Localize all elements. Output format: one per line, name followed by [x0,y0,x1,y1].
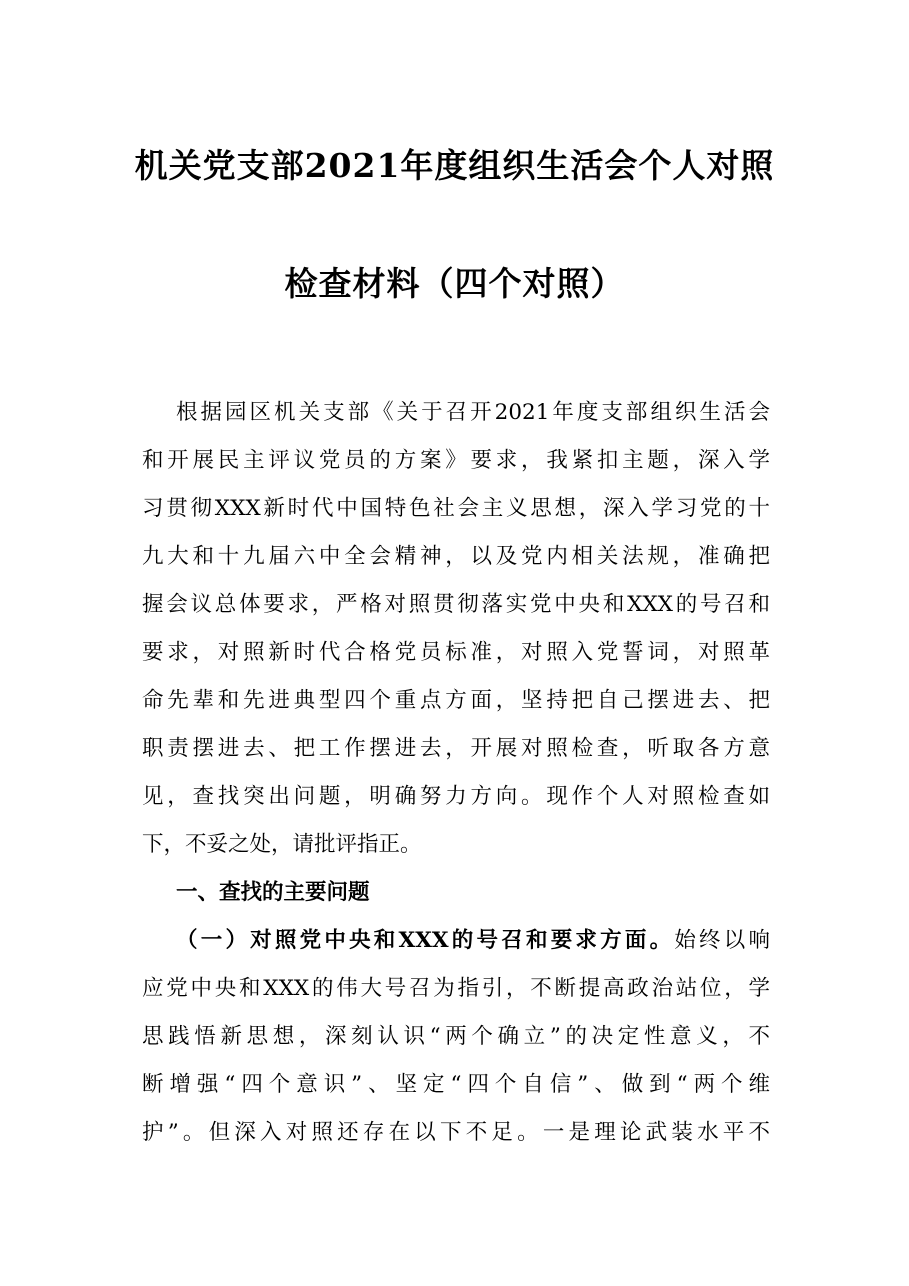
intro-line-6: 要求，对照新时代合格党员标准，对照入党誓词，对照革 [142,640,770,665]
subsection-heading: （一）对照党中央和XXX的号召和要求方面。 [176,928,675,953]
intro-line-1: 根据园区机关支部《关于召开2021年度支部组织生活会 [176,400,770,425]
intro-line-9: 见，查找突出问题，明确努力方向。现作个人对照检查如 [142,784,770,809]
intro-line-3: 习贯彻XXX新时代中国特色社会主义思想，深入学习党的十 [142,496,770,521]
subsection-line-5: 护”。但深入对照还存在以下不足。一是理论武装水平不 [142,1120,770,1145]
subsection-line-4: 断增强“四个意识”、坚定“四个自信”、做到“两个维 [142,1072,770,1097]
intro-line-7: 命先辈和先进典型四个重点方面，坚持把自己摆进去、把 [142,688,770,713]
section-heading: 一、查找的主要问题 [176,880,370,905]
subsection-first-line [176,917,770,965]
document-title-line-1: 机关党支部2021年度组织生活会个人对照 [134,146,775,185]
subsection-first-line-rest: 始终以响 [674,928,770,953]
intro-line-2: 和开展民主评议党员的方案》要求，我紧扣主题，深入学 [142,448,770,473]
subsection-line-3: 思践悟新思想，深刻认识“两个确立”的决定性意义，不 [142,1024,770,1049]
intro-line-10: 下，不妥之处，请批评指正。 [142,832,422,857]
intro-line-5: 握会议总体要求，严格对照贯彻落实党中央和XXX的号召和 [142,592,770,617]
intro-line-8: 职责摆进去、把工作摆进去，开展对照检查，听取各方意 [142,736,770,761]
subsection-line-2: 应党中央和XXX的伟大号召为指引，不断提高政治站位，学 [142,976,770,1001]
document-title-line-2: 检查材料（四个对照） [284,264,625,303]
intro-line-4: 九大和十九届六中全会精神，以及党内相关法规，准确把 [142,544,770,569]
